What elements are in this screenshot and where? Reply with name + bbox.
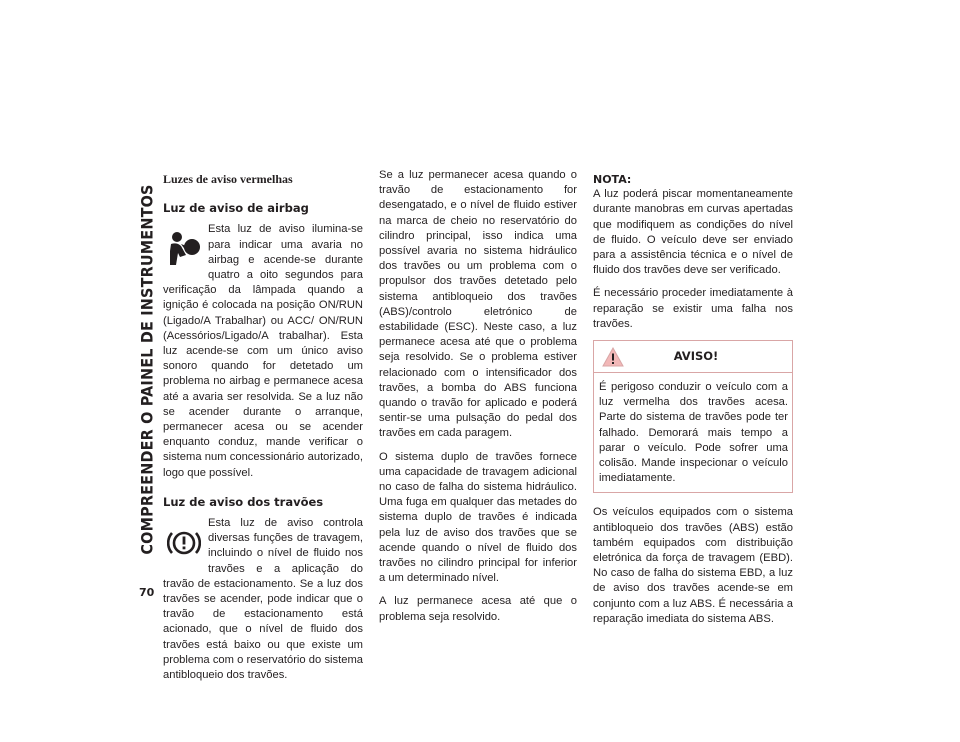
brake-paragraph-2: O sistema duplo de travões fornece uma capacidade de travagem adicional no caso de falha do sistema hidráulico. Uma fuga em qualquer das metades do sistema duplo de travões é indicada pela luz de aviso dos travões que se acende quando o nível de fluido dos travões no cilindro principal for inferior a um determinado nível.	[379, 450, 577, 585]
note-text: A luz poderá piscar momentaneamente durante manobras em curvas apertadas que modifiquem as condições do nível de fluido. O veículo deve ser enviado para a assistência técnica e o nível de fluido dos travões deve ser verificado.	[593, 188, 793, 277]
warning-text: É perigoso conduzir o veículo com a luz vermelha dos travões acesa. Parte do sistema de travões pode ter falhado. Demorará mais tempo a parar o veículo. Pode sofrer uma colisão. Mande inspecionar o veículo imediatamente.	[599, 381, 788, 485]
chapter-side-title	[134, 168, 160, 570]
column-2	[379, 168, 577, 633]
airbag-light-text: Esta luz de aviso ilumina-se para indicar uma avaria no airbag e acende-se durante quatro a oito segundos para verificação da lâmpada quando a ignição é colocada na posição ON/RUN (Ligado/A Trabalhar) ou ACC/ ON/RUN (Acessórios/Ligado/A trabalhar). Esta luz acende-se com um único aviso sonoro quando for detetado um problema no airbag e permanece acesa até a avaria ser resolvida. Se a luz não se acender durante o arranque, permanecer acesa ou se acender enquanto conduz, mande verificar o sistema num concessionário autorizado, logo que possível.	[163, 223, 363, 479]
brake-light-text: Esta luz de aviso controla diversas funções de travagem, incluindo o nível de fluido nos travões e a aplicação do travão de estacionamento. Se a luz dos travões se acender, pode indicar que o travão de estacionamento está acionado, que o nível de fluido dos travões está baixo ou que existe um problema com o reservatório do sistema antibloqueio dos travões.	[163, 517, 363, 682]
note-label: NOTA:	[593, 173, 632, 186]
airbag-light-title: Luz de aviso de airbag	[163, 201, 309, 216]
brake-paragraph-3: A luz permanece acesa até que o problema seja resolvido.	[379, 595, 577, 623]
brake-paragraph-1: Se a luz permanecer acesa quando o travão de estacionamento for desengatado, e o nível de fluido estiver na marca de cheio no reservatório do cilindro principal, isso indica uma possível avaria no sistema hidráulico dos travões ou um problema com o propulsor dos travões detetado pelo sistema antibloqueio dos travões (ABS)/controlo eletrónico de estabilidade (ESC). Neste caso, a luz permanece acesa até que o problema seja resolvido. Se o problema estiver relacionado com o intensificador dos travões, a bomba do ABS funciona quando o travão for aplicado e poderá sentir-se uma pulsação do pedal dos travões em cada paragem.	[379, 169, 577, 440]
warning-title: AVISO!	[673, 349, 719, 364]
brake-light-title: Luz de aviso dos travões	[163, 494, 324, 509]
chapter-title-text: COMPREENDER O PAINEL DE INSTRUMENTOS	[137, 183, 157, 555]
abs-ebd-paragraph: Os veículos equipados com o sistema antibloqueio dos travões (ABS) estão também equipados com distribuição eletrónica da força de travagem (EBD). No caso de falha do sistema EBD, a luz de aviso dos travões acende-se em conjunto com a luz ABS. É necessária a reparação imediata do sistema ABS.	[593, 506, 793, 625]
brake-light-block	[163, 516, 363, 683]
brake-warning-icon	[163, 516, 205, 570]
repair-paragraph: É necessário proceder imediatamente à reparação se existir uma falha nos travões.	[593, 287, 793, 330]
column-1	[163, 168, 363, 691]
airbag-light-block	[163, 222, 363, 480]
warning-header	[594, 341, 792, 373]
warning-box	[593, 340, 793, 493]
column-3	[593, 168, 793, 635]
airbag-person-icon	[163, 222, 205, 276]
section-title: Luzes de aviso vermelhas	[163, 172, 293, 186]
page-number: 70	[139, 586, 155, 599]
